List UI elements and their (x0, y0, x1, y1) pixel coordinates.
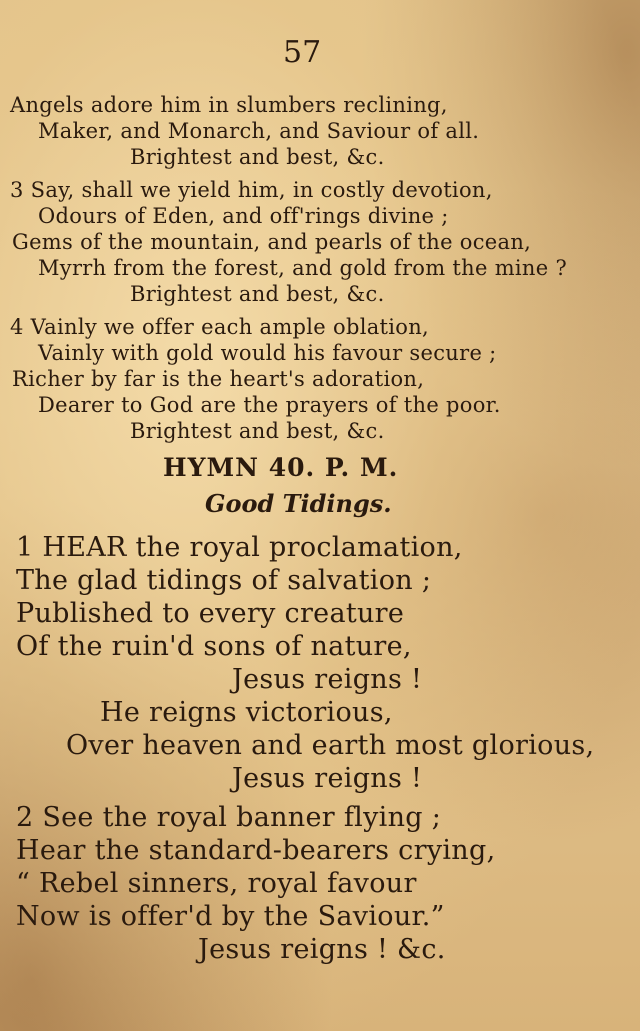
verse-line: 1 HEAR the royal proclamation, (16, 532, 463, 563)
refrain-line: Brightest and best, &c. (130, 145, 385, 169)
refrain-line: Jesus reigns ! &c. (198, 934, 446, 965)
verse-line: Now is offer'd by the Saviour.” (16, 901, 445, 932)
verse-line: Hear the standard-bearers crying, (16, 835, 496, 866)
verse-line: 2 See the royal banner flying ; (16, 802, 442, 833)
verse-line: Odours of Eden, and off'rings divine ; (38, 204, 449, 228)
verse-line: He reigns victorious, (100, 697, 393, 728)
refrain-line: Jesus reigns ! (232, 763, 423, 794)
hymn-title: Good Tidings. (205, 489, 392, 518)
verse-line: Published to every creature (16, 598, 405, 629)
refrain-line: Brightest and best, &c. (130, 419, 385, 443)
verse-line: 4 Vainly we offer each ample oblation, (10, 315, 430, 339)
verse-line: Richer by far is the heart's adoration, (12, 367, 425, 391)
verse-line: Dearer to God are the prayers of the poor. (38, 393, 501, 417)
verse-line: Myrrh from the forest, and gold from the mine ? (38, 256, 568, 280)
verse-line: Of the ruin'd sons of nature, (16, 631, 412, 662)
verse-line: Maker, and Monarch, and Saviour of all. (38, 119, 480, 143)
hymn-heading: HYMN 40. P. M. (163, 453, 399, 482)
verse-line: “ Rebel sinners, royal favour (16, 868, 417, 899)
refrain-line: Jesus reigns ! (232, 664, 423, 695)
verse-line: Gems of the mountain, and pearls of the ocean, (12, 230, 532, 254)
verse-line: The glad tidings of salvation ; (16, 565, 432, 596)
verse-line: Vainly with gold would his favour secure ; (38, 341, 497, 365)
verse-line: Over heaven and earth most glorious, (66, 730, 595, 761)
refrain-line: Brightest and best, &c. (130, 282, 385, 306)
page-number: 57 (283, 35, 322, 70)
verse-line: 3 Say, shall we yield him, in costly devotion, (10, 178, 493, 202)
verse-line: Angels adore him in slumbers reclining, (10, 93, 448, 117)
